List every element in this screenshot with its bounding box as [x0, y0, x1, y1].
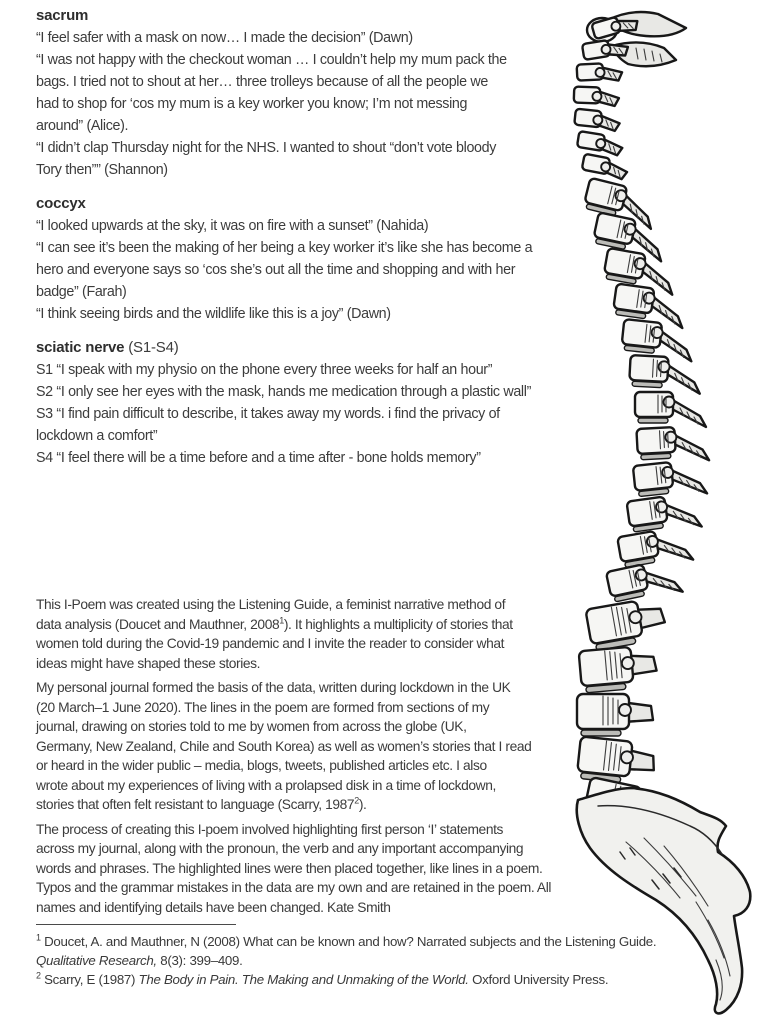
- footnote-italic: The Body in Pain. The Making and Unmaking of the World.: [138, 972, 469, 987]
- paragraph-text: women told during the Covid-19 pandemic and I invite the reader to consider what: [36, 636, 505, 651]
- footnote-text: Oxford University Press.: [468, 972, 609, 987]
- paragraph-line: [36, 839, 588, 859]
- quote-line: “I can see it’s been the making of her being a key worker it’s like she has become a: [36, 240, 533, 256]
- paragraph-journal: [36, 678, 588, 815]
- footnote-text: Doucet, A. and Mauthner, N (2008) What can be known and how? Narrated subjects and the Listening Guide.: [40, 934, 657, 949]
- paragraph-method: [36, 595, 588, 673]
- paragraph-text: data analysis (Doucet and Mauthner, 2008: [36, 616, 280, 632]
- paragraph-text: journal, drawing on stories told to me by women from across the globe (UK,: [36, 719, 467, 734]
- paragraph-line: [36, 776, 588, 796]
- section-sciatic-nerve: [36, 337, 592, 469]
- paragraph-text: across my journal, along with the pronoun, the verb and any important accompanying: [36, 841, 524, 856]
- spine-illustration: [556, 0, 768, 1024]
- footnote-marker: 2: [36, 970, 41, 981]
- paragraph-text: (20 March–1 June 2020). The lines in the poem are formed from sections of my: [36, 699, 490, 715]
- quote-line: hero and everyone says so ‘cos she’s out all the time and shopping and with her: [36, 262, 516, 278]
- heading-text: sciatic nerve: [36, 339, 125, 356]
- quote-line: “I think seeing birds and the wildlife like this is a joy” (Dawn): [36, 306, 391, 322]
- quote-line: Tory then”” (Shannon): [36, 162, 168, 178]
- paragraph-line: [36, 898, 588, 918]
- thoracic-region: [582, 178, 709, 607]
- paragraph-text: My personal journal formed the basis of the data, written during lockdown in the UK: [36, 680, 511, 695]
- section-heading-sciatic-nerve: [36, 337, 592, 359]
- section-heading-coccyx: [36, 193, 592, 215]
- paragraph-text: This I-Poem was created using the Listening Guide, a feminist narrative method of: [36, 597, 506, 612]
- quote-line: “I was not happy with the checkout woman … I couldn’t help my mum pack the: [36, 52, 507, 68]
- quote-line: badge” (Farah): [36, 284, 127, 300]
- heading-suffix: (S1-S4): [124, 339, 179, 356]
- paragraph-text: ). It highlights a multiplicity of stories that: [283, 616, 513, 632]
- quote-line: lockdown a comfort”: [36, 428, 158, 444]
- paragraph-line: [36, 698, 588, 718]
- paragraph-line: [36, 595, 588, 615]
- quote-line: “I feel safer with a mask on now… I made the decision” (Dawn): [36, 30, 413, 46]
- heading-text: sacrum: [36, 7, 89, 24]
- section-heading-sacrum: [36, 5, 592, 27]
- paragraph-text: Germany, New Zealand, Chile and South Korea) as well as women’s stories that I read: [36, 738, 532, 754]
- paragraph-line: [36, 654, 588, 674]
- paragraph-line: [36, 717, 588, 737]
- quote-line: had to shop for ‘cos my mum is a key worker you know; I’m not messing: [36, 96, 468, 112]
- paragraph-line: [36, 859, 588, 879]
- paragraph-text: names and identifying details have been changed. Kate Smith: [36, 899, 391, 915]
- paragraph-line: [36, 878, 588, 898]
- cervical-region: [574, 11, 686, 179]
- paragraph-line: [36, 634, 588, 654]
- paragraph-line: [36, 737, 588, 757]
- paragraph-line: [36, 615, 588, 635]
- quote-line: bags. I tried not to shout at her… three trolleys because of all the people we: [36, 74, 488, 90]
- paragraph-text: or heard in the wider public – media, blogs, tweets, published articles etc. I also: [36, 758, 487, 773]
- paragraph-text: ).: [358, 797, 367, 812]
- section-coccyx: [36, 193, 592, 325]
- quote-line: S2 “I only see her eyes with the mask, hands me medication through a plastic wall”: [36, 384, 531, 400]
- footnote-separator: [36, 924, 236, 925]
- quote-line: S1 “I speak with my physio on the phone every three weeks for half an hour”: [36, 362, 493, 378]
- quote-line: S3 “I find pain difficult to describe, it takes away my words. i find the privacy of: [36, 406, 500, 422]
- paragraph-text: words and phrases. The highlighted lines were then placed together, like lines in a poem.: [36, 860, 543, 876]
- paragraph-line: [36, 820, 588, 840]
- description-block: [36, 595, 588, 922]
- quotes-column: [36, 5, 592, 469]
- heading-text: coccyx: [36, 195, 86, 212]
- paragraph-line: [36, 678, 588, 698]
- paragraph-line: [36, 795, 588, 815]
- paragraph-text: stories that often felt resistant to language (Scarry, 1987: [36, 797, 355, 812]
- sacrum-coccyx: [577, 788, 751, 1013]
- section-sacrum: [36, 5, 592, 181]
- paragraph-text: Typos and the grammar mistakes in the data are my own and are retained in the poem. All: [36, 880, 552, 895]
- footnote-ref: 1: [279, 614, 284, 625]
- footnote-marker: 1: [36, 932, 41, 943]
- footnote-text: Scarry, E (1987): [40, 972, 139, 987]
- paragraph-text: The process of creating this I-poem involved highlighting first person ‘I’ statements: [36, 821, 504, 837]
- paragraph-process: [36, 820, 588, 918]
- quote-line: S4 “I feel there will be a time before and a time after - bone holds memory”: [36, 450, 481, 466]
- quote-line: around” (Alice).: [36, 118, 129, 134]
- quote-line: “I looked upwards at the sky, it was on fire with a sunset” (Nahida): [36, 218, 429, 234]
- footnote-italic: Qualitative Research,: [36, 953, 157, 968]
- quote-line: “I didn’t clap Thursday night for the NHS. I wanted to shout “don’t vote bloody: [36, 140, 497, 156]
- footnote-ref: 2: [354, 795, 359, 806]
- paragraph-text: wrote about my experiences of living with a prolapsed disk in a time of lockdown,: [36, 777, 496, 793]
- footnote-text: 8(3): 399–409.: [156, 953, 243, 968]
- paragraph-line: [36, 756, 588, 776]
- paragraph-text: ideas might have shaped these stories.: [36, 655, 261, 671]
